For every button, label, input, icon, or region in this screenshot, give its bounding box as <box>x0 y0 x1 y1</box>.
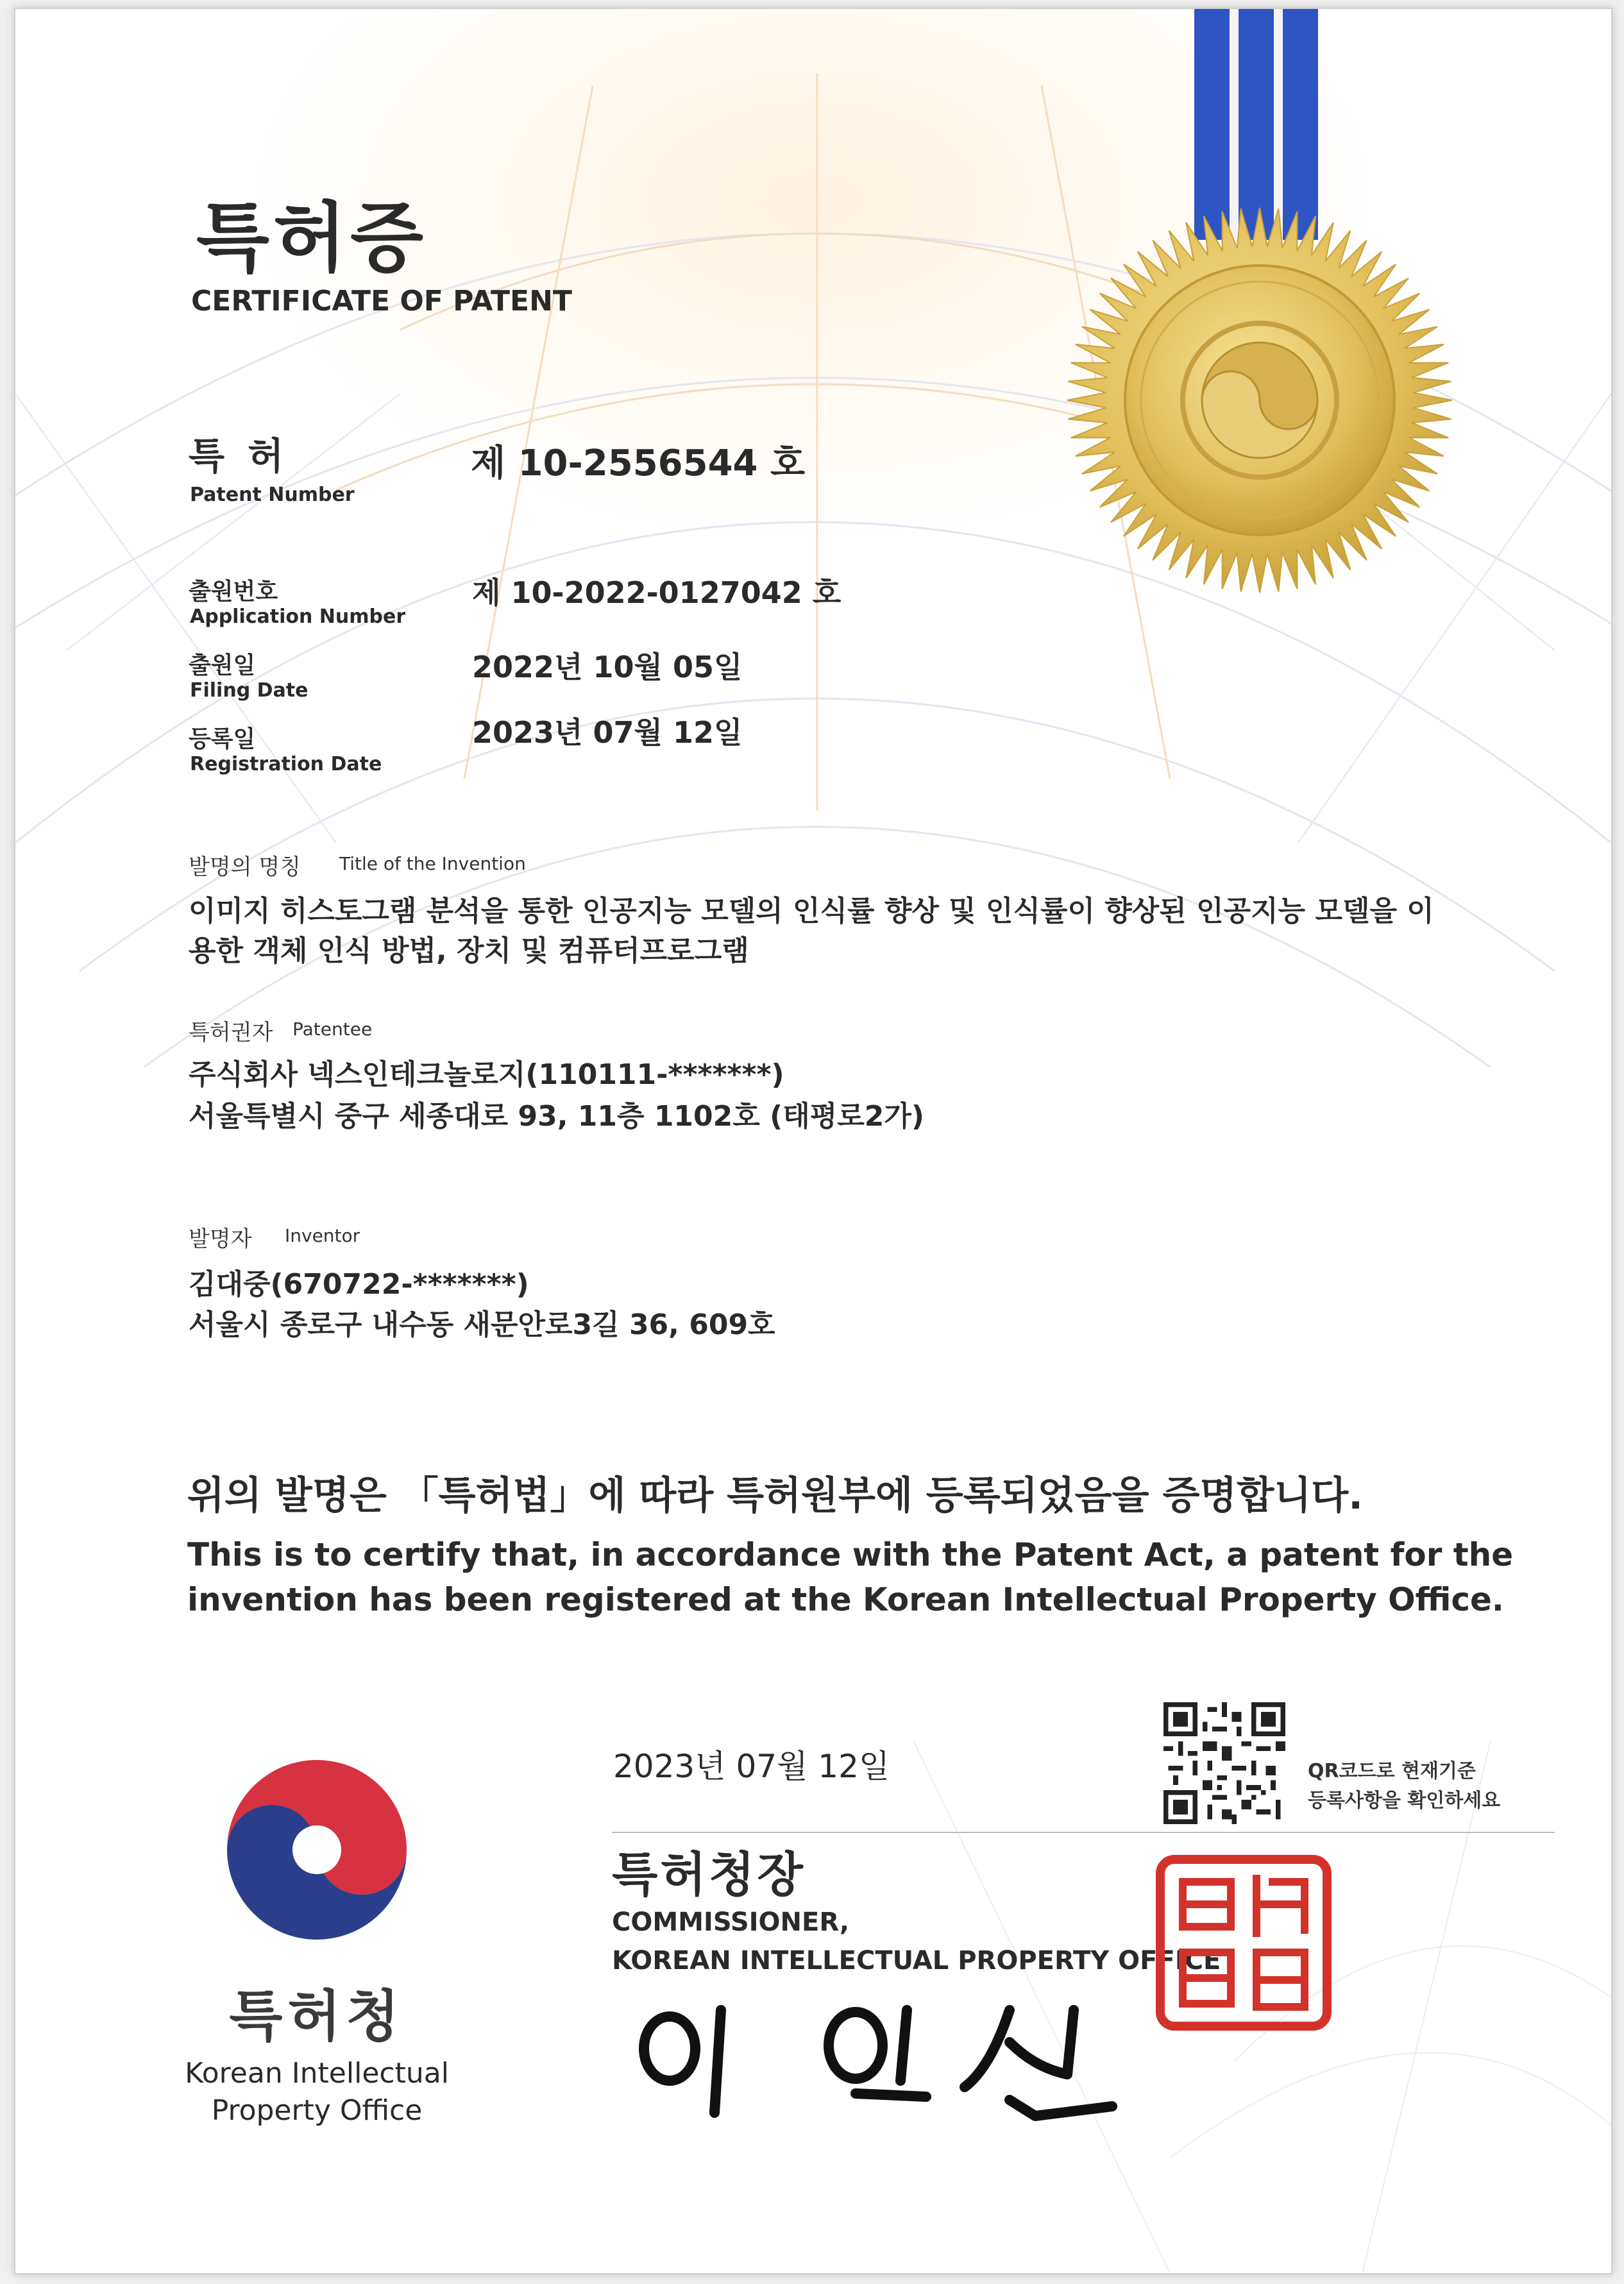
invention-title-line-1: 이미지 히스토그램 분석을 통한 인공지능 모델의 인식률 향상 및 인식률이 향상된 인공지능 모델을 이 <box>189 895 1434 927</box>
invention-title-label-en: Title of the Invention <box>339 853 526 874</box>
qr-note <box>1308 1757 1552 1816</box>
kipo-logo-icon <box>221 1754 413 1946</box>
qr-note-line-1: QR코드로 현재기준 <box>1308 1760 1476 1782</box>
filing-date-value: 2022년 10월 05일 <box>472 650 743 684</box>
certificate-page <box>14 8 1612 2274</box>
official-red-seal <box>1151 1850 1337 2036</box>
application-number-value: 제 10-2022-0127042 호 <box>472 575 842 610</box>
certification-text-en: This is to certify that, in accordance with the Patent Act, a patent for the invention has been registered at the Korean Intellectual Property Office. <box>187 1536 1514 1618</box>
kipo-name-en: Korean Intellectual Property Office <box>185 2057 449 2127</box>
application-number-label-ko: 출원번호 <box>189 579 278 605</box>
registration-date-value: 2023년 07월 12일 <box>472 715 743 750</box>
inventor-label-en: Inventor <box>285 1225 360 1246</box>
registration-date-label-en: Registration Date <box>190 753 382 775</box>
patentee-label-en: Patentee <box>292 1019 373 1040</box>
gold-seal-emblem <box>1054 195 1465 605</box>
commissioner-title-en-line-1: COMMISSIONER, <box>612 1908 850 1937</box>
invention-title-line-2: 용한 객체 인식 방법, 장치 및 컴퓨터프로그램 <box>189 935 749 967</box>
invention-title-label-ko: 발명의 명칭 <box>189 854 301 880</box>
commissioner-title-ko: 특허청장 <box>612 1847 806 1902</box>
patent-number-label-en: Patent Number <box>190 484 355 506</box>
qr-code[interactable] <box>1163 1702 1285 1824</box>
kipo-name-ko: 특허청 <box>229 1984 405 2049</box>
qr-note-line-2: 등록사항을 확인하세요 <box>1308 1789 1501 1812</box>
inventor-name: 김대중(670722-*******) <box>189 1268 529 1301</box>
filing-date-label-en: Filing Date <box>190 679 309 702</box>
certificate-title-en: CERTIFICATE OF PATENT <box>191 285 572 317</box>
commissioner-title-en-line-2: KOREAN INTELLECTUAL PROPERTY OFFICE <box>612 1946 1221 1975</box>
filing-date-label-ko: 출원일 <box>189 652 256 679</box>
signature-divider <box>612 1832 1555 1833</box>
patentee-label-ko: 특허권자 <box>189 1020 273 1045</box>
issue-date: 2023년 07월 12일 <box>613 1748 890 1785</box>
registration-date-label-ko: 등록일 <box>189 726 256 752</box>
patentee-address: 서울특별시 중구 세종대로 93, 11층 1102호 (태평로2가) <box>189 1100 924 1133</box>
certification-text-ko: 위의 발명은 「특허법」에 따라 특허원부에 등록되었음을 증명합니다. <box>187 1473 1364 1518</box>
inventor-label-ko: 발명자 <box>189 1226 252 1252</box>
commissioner-signature <box>625 1984 1138 2126</box>
patentee-name: 주식회사 넥스인테크놀로지(110111-*******) <box>189 1058 784 1091</box>
application-number-label-en: Application Number <box>190 605 406 628</box>
inventor-address: 서울시 종로구 내수동 새문안로3길 36, 609호 <box>189 1308 775 1341</box>
certificate-title-ko: 특허증 <box>196 194 427 282</box>
patent-number-value: 제 10-2556544 호 <box>471 443 806 484</box>
patent-number-label-ko: 특 허 <box>189 434 289 478</box>
